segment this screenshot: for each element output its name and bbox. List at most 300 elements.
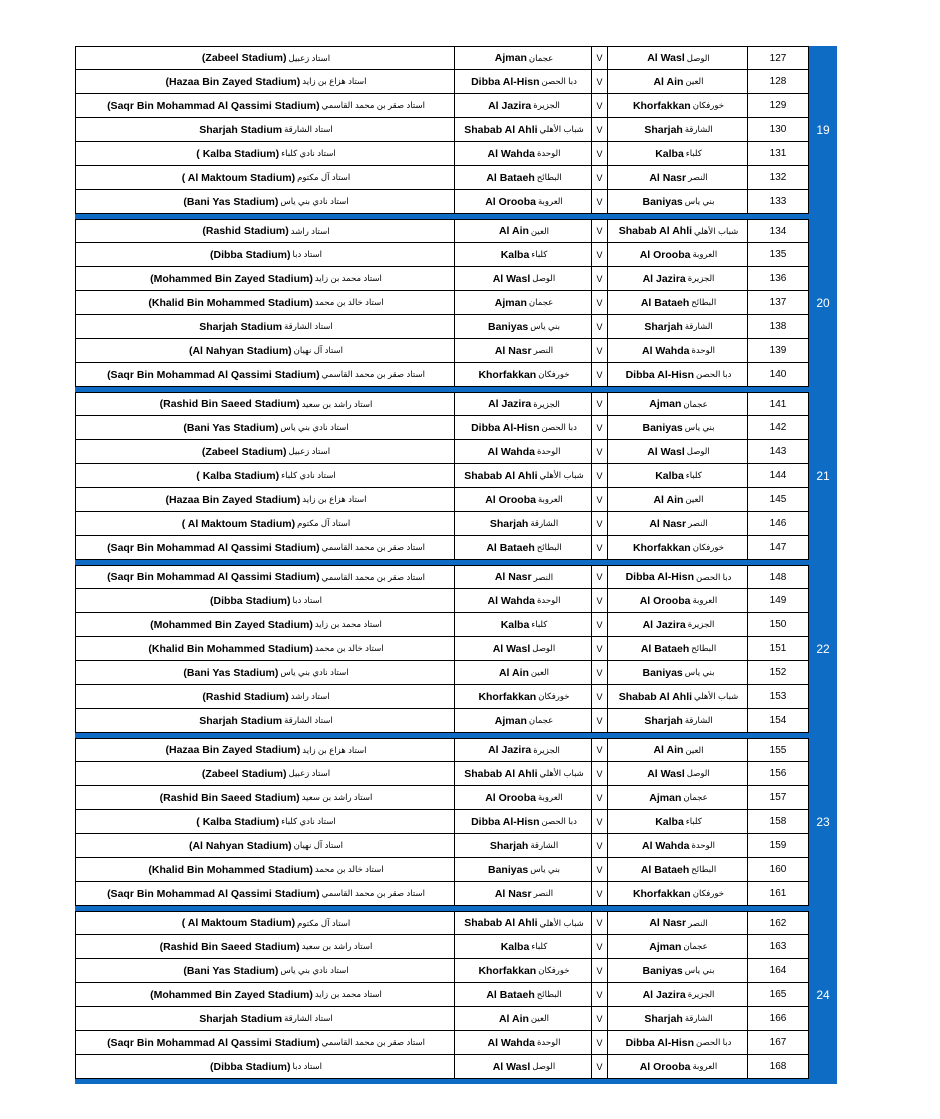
away-team-ar: الوصل bbox=[532, 643, 556, 653]
away-team-cell bbox=[454, 661, 591, 684]
versus-cell: V bbox=[591, 739, 607, 761]
versus-cell: V bbox=[591, 762, 607, 785]
stadium-name-ar: استاد هزاع بن زايد bbox=[302, 744, 367, 755]
versus-cell: V bbox=[591, 166, 607, 189]
match-number: 164 bbox=[747, 959, 809, 982]
home-team-ar: النصر bbox=[688, 518, 708, 528]
match-row bbox=[75, 142, 809, 166]
away-team-cell bbox=[454, 243, 591, 266]
match-number: 130 bbox=[747, 118, 809, 141]
home-team-cell bbox=[607, 762, 747, 785]
home-team-ar: الوحدة bbox=[691, 840, 715, 850]
home-team-cell bbox=[607, 315, 747, 338]
versus-cell: V bbox=[591, 1007, 607, 1030]
match-row bbox=[75, 959, 809, 983]
away-team-en: Ajman bbox=[494, 52, 527, 64]
away-team-ar: عجمان bbox=[528, 297, 554, 307]
stadium-name-en: Sharjah Stadium bbox=[199, 320, 283, 333]
away-team-ar: كلباء bbox=[531, 249, 548, 259]
away-team-en: Dibba Al-Hisn bbox=[471, 75, 540, 88]
away-team-ar: عجمان bbox=[528, 715, 554, 725]
versus-cell: V bbox=[591, 416, 607, 439]
round-divider bbox=[75, 1079, 837, 1084]
stadium-cell bbox=[75, 118, 454, 141]
away-team-en: Al Wasl bbox=[492, 272, 531, 285]
stadium-name-ar: استاد الشارقة bbox=[284, 715, 333, 725]
versus-cell: V bbox=[591, 786, 607, 809]
versus-cell: V bbox=[591, 834, 607, 857]
stadium-cell bbox=[75, 1055, 454, 1078]
away-team-ar: الوصل bbox=[532, 273, 556, 283]
home-team-en: Al Orooba bbox=[639, 594, 691, 607]
away-team-en: Shabab Al Ahli bbox=[464, 123, 538, 136]
stadium-cell bbox=[75, 142, 454, 165]
home-team-cell bbox=[607, 1007, 747, 1030]
match-row bbox=[75, 858, 809, 882]
stadium-name-ar: استاد خالد بن محمد bbox=[314, 643, 384, 653]
home-team-cell bbox=[607, 613, 747, 636]
home-team-en: Khorfakkan bbox=[632, 887, 691, 900]
stadium-name-ar: استاد صقر بن محمد القاسمي bbox=[321, 1037, 425, 1047]
home-team-cell bbox=[607, 810, 747, 833]
match-number: 151 bbox=[747, 637, 809, 660]
match-number: 129 bbox=[747, 94, 809, 117]
match-number: 144 bbox=[747, 464, 809, 487]
home-team-ar: العروبة bbox=[692, 249, 718, 259]
away-team-ar: شباب الأهلي bbox=[539, 768, 584, 778]
match-row bbox=[75, 190, 809, 214]
away-team-cell bbox=[454, 589, 591, 612]
match-row bbox=[75, 363, 809, 387]
away-team-ar: خورفكان bbox=[538, 691, 570, 701]
away-team-ar: البطائح bbox=[536, 172, 562, 182]
home-team-en: Al Ain bbox=[653, 75, 684, 88]
stadium-name-en: (Khalid Bin Mohammed Stadium) bbox=[148, 296, 313, 309]
stadium-name-en: (Zabeel Stadium) bbox=[201, 52, 287, 64]
stadium-name-en: (Saqr Bin Mohammad Al Qassimi Stadium) bbox=[107, 571, 320, 583]
away-team-en: Al Orooba bbox=[485, 493, 536, 506]
stadium-cell bbox=[75, 363, 454, 386]
fixtures-table bbox=[75, 46, 837, 1084]
stadium-cell bbox=[75, 536, 454, 559]
versus-cell: V bbox=[591, 142, 607, 165]
versus-cell: V bbox=[591, 440, 607, 463]
home-team-ar: بني ياس bbox=[684, 196, 715, 206]
stadium-cell bbox=[75, 315, 454, 338]
home-team-ar: الشارقة bbox=[684, 1013, 713, 1023]
match-row bbox=[75, 709, 809, 733]
home-team-cell bbox=[607, 220, 747, 242]
versus-cell: V bbox=[591, 190, 607, 213]
home-team-en: Kalba bbox=[655, 147, 684, 160]
away-team-cell bbox=[454, 339, 591, 362]
home-team-ar: شباب الأهلي bbox=[694, 225, 739, 236]
stadium-name-en: (Rashid Stadium) bbox=[202, 225, 289, 237]
away-team-en: Ajman bbox=[494, 714, 527, 727]
away-team-en: Baniyas bbox=[488, 320, 529, 333]
home-team-cell bbox=[607, 589, 747, 612]
match-row bbox=[75, 315, 809, 339]
away-team-ar: شباب الأهلي bbox=[539, 470, 584, 480]
match-number: 163 bbox=[747, 935, 809, 958]
versus-cell: V bbox=[591, 637, 607, 660]
stadium-name-ar: استاد نادي بني ياس bbox=[280, 965, 349, 975]
stadium-name-ar: استاد نادي كلباء bbox=[281, 470, 336, 480]
match-row bbox=[75, 416, 809, 440]
home-team-cell bbox=[607, 47, 747, 69]
away-team-ar: النصر bbox=[533, 571, 554, 582]
home-team-ar: العين bbox=[685, 76, 704, 86]
versus-cell: V bbox=[591, 709, 607, 732]
stadium-name-ar: استاد محمد بن زايد bbox=[314, 273, 382, 283]
versus-cell: V bbox=[591, 339, 607, 362]
match-number: 139 bbox=[747, 339, 809, 362]
away-team-ar: البطائح bbox=[536, 989, 562, 999]
away-team-cell bbox=[454, 118, 591, 141]
versus-cell: V bbox=[591, 1055, 607, 1078]
stadium-name-ar: استاد نادي كلباء bbox=[281, 816, 336, 826]
stadium-name-en: (Bani Yas Stadium) bbox=[183, 964, 279, 977]
away-team-cell bbox=[454, 190, 591, 213]
home-team-en: Khorfakkan bbox=[632, 99, 691, 112]
stadium-cell bbox=[75, 416, 454, 439]
home-team-cell bbox=[607, 1055, 747, 1078]
home-team-en: Kalba bbox=[655, 815, 684, 828]
match-number: 166 bbox=[747, 1007, 809, 1030]
away-team-cell bbox=[454, 536, 591, 559]
home-team-en: Al Jazira bbox=[642, 272, 686, 285]
stadium-name-en: (Saqr Bin Mohammad Al Qassimi Stadium) bbox=[107, 541, 320, 554]
stadium-cell bbox=[75, 739, 454, 761]
away-team-en: Shabab Al Ahli bbox=[464, 917, 538, 929]
stadium-name-ar: استاد الشارقة bbox=[284, 321, 333, 331]
home-team-en: Al Wasl bbox=[647, 767, 685, 780]
stadium-cell bbox=[75, 70, 454, 93]
home-team-en: Al Wasl bbox=[647, 52, 685, 64]
away-team-cell bbox=[454, 1055, 591, 1078]
home-team-cell bbox=[607, 70, 747, 93]
away-team-en: Al Ain bbox=[498, 666, 529, 679]
away-team-cell bbox=[454, 166, 591, 189]
stadium-name-en: (Saqr Bin Mohammad Al Qassimi Stadium) bbox=[107, 887, 320, 900]
stadium-name-ar: استاد آل مكتوم bbox=[297, 518, 351, 528]
stadium-name-en: (Al Nahyan Stadium) bbox=[188, 344, 292, 357]
stadium-name-ar: استاد نادي بني ياس bbox=[280, 196, 349, 206]
stadium-cell bbox=[75, 882, 454, 905]
away-team-cell bbox=[454, 363, 591, 386]
home-team-ar: العروبة bbox=[692, 595, 718, 605]
stadium-name-ar: استاد صقر بن محمد القاسمي bbox=[321, 542, 425, 552]
stadium-name-ar: استاد آل مكتوم bbox=[297, 172, 351, 182]
home-team-cell bbox=[607, 739, 747, 761]
stadium-cell bbox=[75, 983, 454, 1006]
match-number: 159 bbox=[747, 834, 809, 857]
home-team-cell bbox=[607, 339, 747, 362]
match-number: 157 bbox=[747, 786, 809, 809]
stadium-name-en: (Khalid Bin Mohammed Stadium) bbox=[148, 863, 313, 876]
stadium-name-en: ( Kalba Stadium) bbox=[196, 815, 280, 828]
away-team-en: Sharjah bbox=[489, 517, 529, 530]
home-team-ar: النصر bbox=[688, 917, 708, 928]
away-team-ar: العين bbox=[530, 225, 550, 236]
home-team-en: Shabab Al Ahli bbox=[618, 225, 693, 237]
away-team-cell bbox=[454, 416, 591, 439]
stadium-name-en: (Mohammed Bin Zayed Stadium) bbox=[150, 272, 313, 285]
stadium-name-ar: استاد راشد بن سعيد bbox=[301, 941, 373, 951]
stadium-name-en: (Zabeel Stadium) bbox=[201, 445, 287, 458]
match-row bbox=[75, 291, 809, 315]
stadium-cell bbox=[75, 912, 454, 934]
stadium-cell bbox=[75, 810, 454, 833]
round-number: 19 bbox=[809, 46, 837, 214]
match-number: 141 bbox=[747, 393, 809, 415]
versus-cell: V bbox=[591, 315, 607, 338]
versus-cell: V bbox=[591, 488, 607, 511]
away-team-ar: العروبة bbox=[537, 792, 563, 802]
versus-cell: V bbox=[591, 464, 607, 487]
stadium-cell bbox=[75, 959, 454, 982]
versus-cell: V bbox=[591, 810, 607, 833]
round-number: 23 bbox=[809, 738, 837, 906]
away-team-cell bbox=[454, 685, 591, 708]
away-team-en: Al Wasl bbox=[492, 1060, 531, 1073]
home-team-en: Al Jazira bbox=[642, 618, 686, 631]
home-team-en: Dibba Al-Hisn bbox=[625, 368, 695, 381]
home-team-ar: الشارقة bbox=[684, 715, 713, 725]
away-team-en: Al Jazira bbox=[488, 744, 532, 756]
stadium-name-ar: استاد دبا bbox=[292, 249, 323, 259]
match-row bbox=[75, 536, 809, 560]
away-team-ar: الوحدة bbox=[536, 1037, 561, 1047]
versus-cell: V bbox=[591, 661, 607, 684]
home-team-ar: خورفكان bbox=[692, 100, 725, 110]
stadium-cell bbox=[75, 834, 454, 857]
match-number: 138 bbox=[747, 315, 809, 338]
stadium-name-en: (Dibba Stadium) bbox=[209, 248, 291, 261]
home-team-cell bbox=[607, 661, 747, 684]
stadium-name-ar: استاد آل مكتوم bbox=[297, 917, 351, 928]
away-team-en: Al Wahda bbox=[487, 147, 535, 160]
home-team-cell bbox=[607, 959, 747, 982]
home-team-en: Sharjah bbox=[644, 1012, 683, 1025]
versus-cell: V bbox=[591, 118, 607, 141]
home-team-cell bbox=[607, 536, 747, 559]
home-team-en: Al Wahda bbox=[642, 839, 690, 852]
versus-cell: V bbox=[591, 983, 607, 1006]
stadium-name-en: Sharjah Stadium bbox=[199, 1012, 283, 1025]
round-number: 22 bbox=[809, 565, 837, 733]
stadium-name-en: (Hazaa Bin Zayed Stadium) bbox=[165, 493, 301, 506]
home-team-cell bbox=[607, 1031, 747, 1054]
home-team-cell bbox=[607, 291, 747, 314]
stadium-name-en: (Dibba Stadium) bbox=[209, 594, 291, 607]
match-row bbox=[75, 935, 809, 959]
match-number: 158 bbox=[747, 810, 809, 833]
away-team-en: Dibba Al-Hisn bbox=[471, 421, 540, 434]
versus-cell: V bbox=[591, 363, 607, 386]
home-team-ar: كلباء bbox=[685, 470, 702, 480]
round-block bbox=[75, 219, 837, 387]
stadium-cell bbox=[75, 190, 454, 213]
stadium-name-ar: استاد صقر بن محمد القاسمي bbox=[321, 571, 425, 582]
away-team-en: Khorfakkan bbox=[478, 690, 537, 703]
stadium-name-ar: استاد صقر بن محمد القاسمي bbox=[321, 369, 425, 379]
stadium-cell bbox=[75, 858, 454, 881]
away-team-cell bbox=[454, 220, 591, 242]
round-block bbox=[75, 46, 837, 214]
match-number: 145 bbox=[747, 488, 809, 511]
stadium-cell bbox=[75, 786, 454, 809]
match-number: 162 bbox=[747, 912, 809, 934]
match-number: 140 bbox=[747, 363, 809, 386]
away-team-en: Sharjah bbox=[489, 839, 529, 852]
match-row bbox=[75, 834, 809, 858]
home-team-en: Ajman bbox=[649, 791, 682, 804]
stadium-name-ar: استاد زعبيل bbox=[288, 768, 331, 778]
stadium-name-ar: استاد زعبيل bbox=[288, 446, 331, 456]
home-team-ar: عجمان bbox=[683, 398, 708, 409]
match-row bbox=[75, 762, 809, 786]
versus-cell: V bbox=[591, 882, 607, 905]
stadium-cell bbox=[75, 762, 454, 785]
stadium-name-ar: استاد نادي كلباء bbox=[281, 148, 336, 158]
home-team-ar: كلباء bbox=[685, 148, 702, 158]
away-team-en: Al Orooba bbox=[485, 195, 536, 208]
home-team-ar: البطائح bbox=[691, 864, 717, 874]
away-team-cell bbox=[454, 810, 591, 833]
match-number: 147 bbox=[747, 536, 809, 559]
match-row bbox=[75, 1055, 809, 1079]
round-block bbox=[75, 911, 837, 1079]
away-team-cell bbox=[454, 613, 591, 636]
home-team-en: Ajman bbox=[649, 940, 682, 953]
stadium-name-en: (Rashid Bin Saeed Stadium) bbox=[159, 940, 300, 953]
stadium-cell bbox=[75, 613, 454, 636]
away-team-en: Shabab Al Ahli bbox=[464, 469, 538, 482]
round-number: 21 bbox=[809, 392, 837, 560]
home-team-ar: بني ياس bbox=[684, 965, 715, 975]
home-team-ar: بني ياس bbox=[684, 667, 715, 677]
stadium-name-en: Sharjah Stadium bbox=[199, 714, 283, 727]
match-row bbox=[75, 661, 809, 685]
away-team-ar: خورفكان bbox=[538, 965, 570, 975]
away-team-en: Al Jazira bbox=[488, 99, 532, 112]
home-team-ar: شباب الأهلي bbox=[694, 691, 739, 701]
match-row bbox=[75, 512, 809, 536]
away-team-ar: بني ياس bbox=[530, 864, 560, 874]
match-number: 133 bbox=[747, 190, 809, 213]
stadium-cell bbox=[75, 709, 454, 732]
stadium-cell bbox=[75, 94, 454, 117]
stadium-cell bbox=[75, 512, 454, 535]
away-team-en: Kalba bbox=[500, 940, 530, 953]
home-team-en: Shabab Al Ahli bbox=[618, 690, 693, 703]
home-team-ar: العروبة bbox=[692, 1061, 718, 1071]
away-team-ar: الوصل bbox=[532, 1061, 556, 1071]
away-team-cell bbox=[454, 762, 591, 785]
away-team-ar: الوحدة bbox=[536, 446, 561, 456]
home-team-en: Al Orooba bbox=[639, 1060, 691, 1073]
match-row bbox=[75, 46, 809, 70]
versus-cell: V bbox=[591, 536, 607, 559]
home-team-en: Khorfakkan bbox=[632, 541, 691, 554]
stadium-name-ar: استاد الشارقة bbox=[284, 1013, 333, 1023]
away-team-ar: دبا الحصن bbox=[541, 76, 577, 86]
stadium-name-en: (Mohammed Bin Zayed Stadium) bbox=[150, 988, 313, 1001]
match-number: 153 bbox=[747, 685, 809, 708]
match-row bbox=[75, 685, 809, 709]
away-team-en: Al Nasr bbox=[494, 571, 532, 583]
away-team-en: Dibba Al-Hisn bbox=[471, 815, 540, 828]
stadium-name-ar: استاد نادي بني ياس bbox=[280, 422, 349, 432]
home-team-cell bbox=[607, 118, 747, 141]
home-team-cell bbox=[607, 416, 747, 439]
away-team-cell bbox=[454, 834, 591, 857]
home-team-en: Al Ain bbox=[653, 744, 684, 756]
match-number: 154 bbox=[747, 709, 809, 732]
home-team-cell bbox=[607, 983, 747, 1006]
match-row bbox=[75, 613, 809, 637]
away-team-cell bbox=[454, 291, 591, 314]
away-team-cell bbox=[454, 983, 591, 1006]
away-team-en: Al Wahda bbox=[487, 594, 535, 607]
away-team-cell bbox=[454, 858, 591, 881]
match-number: 165 bbox=[747, 983, 809, 1006]
match-number: 131 bbox=[747, 142, 809, 165]
match-number: 161 bbox=[747, 882, 809, 905]
home-team-cell bbox=[607, 488, 747, 511]
away-team-ar: عجمان bbox=[528, 52, 554, 63]
stadium-name-en: (Hazaa Bin Zayed Stadium) bbox=[165, 75, 301, 88]
stadium-name-en: ( Al Maktoum Stadium) bbox=[181, 917, 296, 929]
stadium-name-ar: استاد راشد bbox=[290, 225, 330, 236]
stadium-cell bbox=[75, 393, 454, 415]
match-row bbox=[75, 243, 809, 267]
stadium-cell bbox=[75, 267, 454, 290]
home-team-en: Dibba Al-Hisn bbox=[625, 571, 695, 583]
stadium-name-en: (Saqr Bin Mohammad Al Qassimi Stadium) bbox=[107, 368, 320, 381]
stadium-name-ar: استاد خالد بن محمد bbox=[314, 297, 384, 307]
match-row bbox=[75, 339, 809, 363]
home-team-ar: عجمان bbox=[683, 792, 708, 802]
home-team-en: Sharjah bbox=[644, 123, 683, 136]
away-team-ar: شباب الأهلي bbox=[539, 124, 584, 134]
away-team-cell bbox=[454, 440, 591, 463]
match-number: 127 bbox=[747, 47, 809, 69]
away-team-en: Khorfakkan bbox=[478, 368, 537, 381]
home-team-en: Al Wahda bbox=[642, 344, 690, 357]
stadium-name-en: (Saqr Bin Mohammad Al Qassimi Stadium) bbox=[107, 1036, 320, 1049]
home-team-ar: بني ياس bbox=[684, 422, 715, 432]
stadium-cell bbox=[75, 935, 454, 958]
home-team-en: Al Orooba bbox=[639, 248, 691, 261]
match-number: 132 bbox=[747, 166, 809, 189]
match-number: 143 bbox=[747, 440, 809, 463]
stadium-name-en: (Zabeel Stadium) bbox=[201, 767, 287, 780]
match-number: 135 bbox=[747, 243, 809, 266]
away-team-ar: العين bbox=[530, 1013, 550, 1023]
stadium-cell bbox=[75, 220, 454, 242]
stadium-name-en: (Rashid Stadium) bbox=[202, 690, 289, 703]
match-row bbox=[75, 565, 809, 589]
match-number: 150 bbox=[747, 613, 809, 636]
stadium-cell bbox=[75, 566, 454, 588]
versus-cell: V bbox=[591, 566, 607, 588]
stadium-name-ar: استاد خالد بن محمد bbox=[314, 864, 384, 874]
home-team-ar: الوحدة bbox=[691, 345, 715, 355]
home-team-cell bbox=[607, 464, 747, 487]
match-number: 137 bbox=[747, 291, 809, 314]
